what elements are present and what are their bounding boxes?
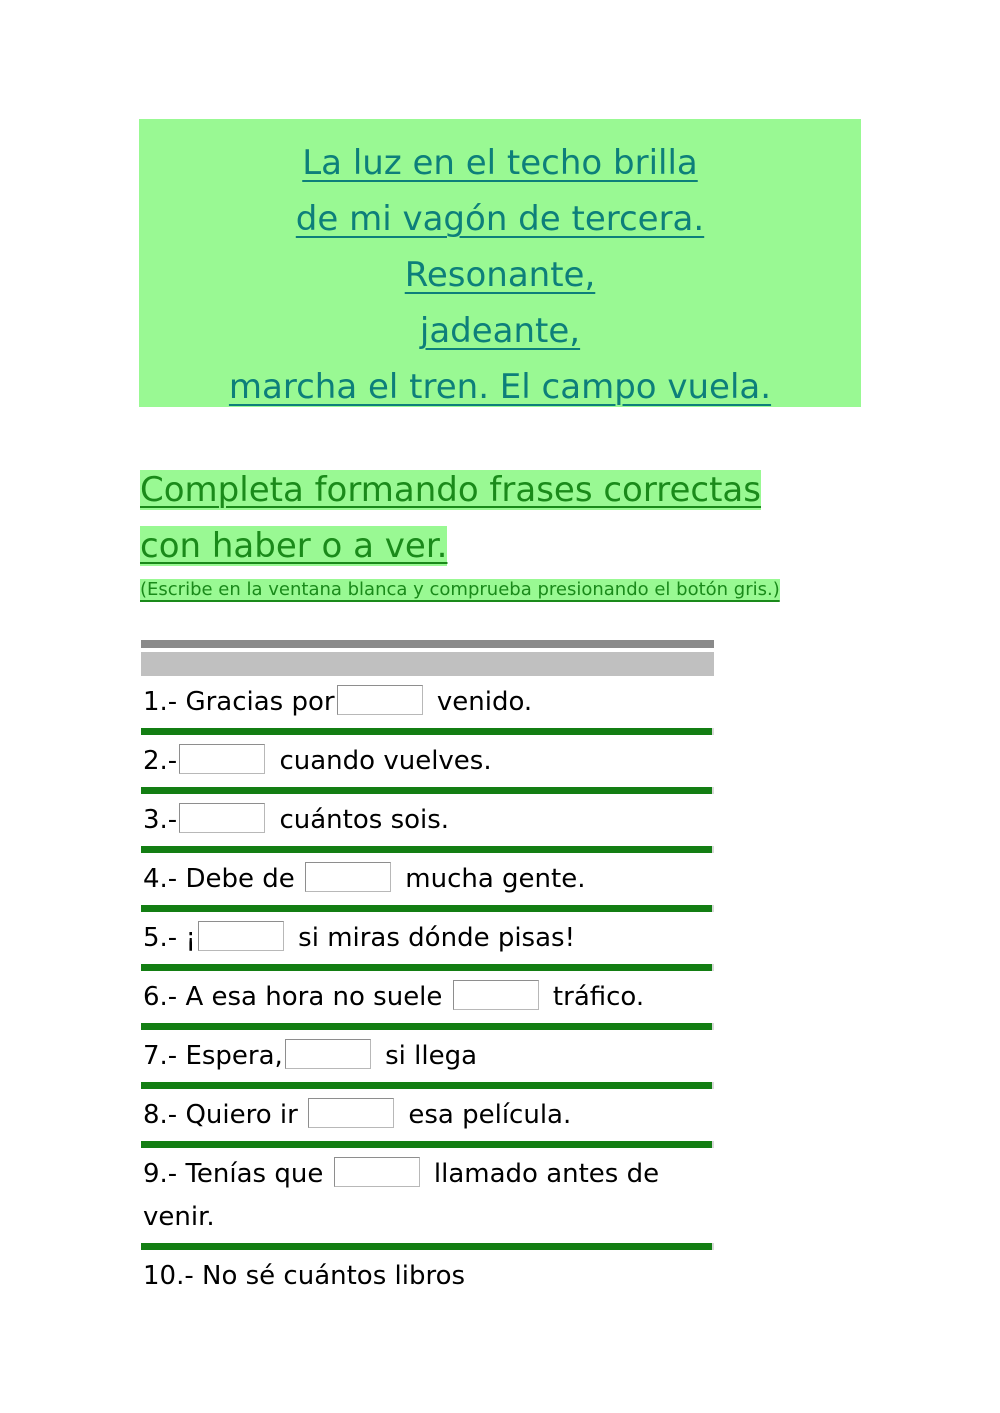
question-text-after: cuando vuelves. bbox=[271, 746, 492, 776]
poem-box bbox=[139, 119, 861, 407]
answer-input-5[interactable] bbox=[198, 921, 284, 951]
question-10 bbox=[143, 1250, 713, 1302]
poem-line: marcha el tren. El campo vuela. bbox=[228, 367, 772, 407]
question-7 bbox=[143, 1030, 713, 1082]
question-text-after: si miras dónde pisas! bbox=[289, 923, 576, 953]
question-text-after: mucha gente. bbox=[397, 864, 586, 894]
poem-line: La luz en el techo brilla bbox=[302, 143, 698, 183]
question-9 bbox=[143, 1148, 713, 1243]
poem-line: jadeante, bbox=[419, 311, 581, 351]
question-text-after: si llega bbox=[376, 1041, 478, 1071]
instructions-subtitle-text: (Escribe en la ventana blanca y comprueba presionando el botón gris.) bbox=[140, 579, 780, 600]
question-3 bbox=[143, 794, 713, 846]
answer-input-3[interactable] bbox=[179, 803, 265, 833]
question-text-after: tráfico. bbox=[544, 982, 645, 1012]
question-separator bbox=[141, 728, 712, 735]
poem-line: de mi vagón de tercera. bbox=[295, 199, 705, 239]
question-text-after: venido. bbox=[428, 687, 533, 717]
answer-input-6[interactable] bbox=[453, 980, 539, 1010]
instructions-title bbox=[140, 462, 835, 574]
question-text-after: cuántos sois. bbox=[271, 805, 450, 835]
header-bars bbox=[141, 640, 714, 676]
question-text-before: 5.- ¡ bbox=[143, 923, 196, 953]
instructions-subtitle bbox=[140, 574, 835, 606]
question-text-before: 6.- A esa hora no suele bbox=[143, 982, 451, 1012]
answer-input-7[interactable] bbox=[285, 1039, 371, 1069]
question-separator bbox=[141, 846, 712, 853]
question-text-before: 4.- Debe de bbox=[143, 864, 303, 894]
question-separator bbox=[141, 905, 712, 912]
question-separator bbox=[141, 1023, 712, 1030]
question-text-before: 1.- Gracias por bbox=[143, 687, 335, 717]
question-separator bbox=[141, 1141, 712, 1148]
answer-input-2[interactable] bbox=[179, 744, 265, 774]
question-text-after: llamado antes de venir. bbox=[143, 1159, 660, 1232]
poem-line: Resonante, bbox=[404, 255, 596, 295]
answer-input-1[interactable] bbox=[337, 685, 423, 715]
question-5 bbox=[143, 912, 713, 964]
question-6 bbox=[143, 971, 713, 1023]
question-1 bbox=[143, 676, 713, 728]
answer-input-4[interactable] bbox=[305, 862, 391, 892]
question-text-after: esa película. bbox=[400, 1100, 572, 1130]
question-2 bbox=[143, 735, 713, 787]
answer-input-8[interactable] bbox=[308, 1098, 394, 1128]
instructions-title-line2: con haber o a ver. bbox=[140, 526, 448, 566]
question-separator bbox=[141, 1243, 712, 1250]
question-text-before: 2.- bbox=[143, 746, 178, 776]
header-bar-light bbox=[141, 652, 714, 676]
question-text-before: 3.- bbox=[143, 805, 178, 835]
header-bar-dark bbox=[141, 640, 714, 648]
question-text-before: 10.- No sé cuántos libros bbox=[143, 1261, 466, 1291]
instructions bbox=[140, 462, 835, 606]
answer-input-9[interactable] bbox=[334, 1157, 420, 1187]
question-separator bbox=[141, 787, 712, 794]
question-text-before: 9.- Tenías que bbox=[143, 1159, 332, 1189]
question-8 bbox=[143, 1089, 713, 1141]
question-separator bbox=[141, 964, 712, 971]
question-text-before: 8.- Quiero ir bbox=[143, 1100, 307, 1130]
question-4 bbox=[143, 853, 713, 905]
question-text-before: 7.- Espera, bbox=[143, 1041, 283, 1071]
instructions-title-line1: Completa formando frases correctas bbox=[140, 470, 761, 510]
question-separator bbox=[141, 1082, 712, 1089]
question-list bbox=[143, 676, 713, 1302]
